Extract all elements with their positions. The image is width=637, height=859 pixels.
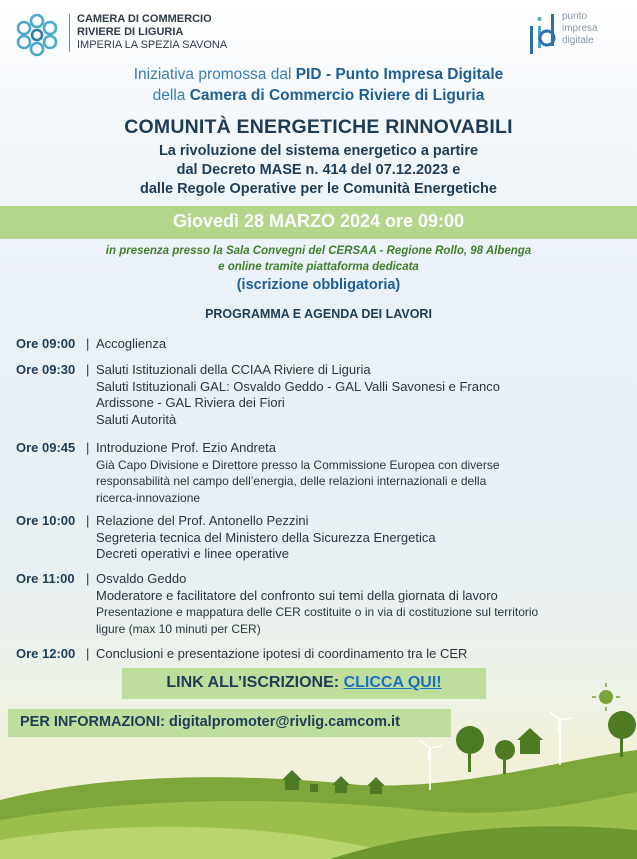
pid-wordmark bbox=[562, 11, 598, 47]
intro-highlight: Camera di Commercio Riviere di Liguria bbox=[189, 87, 485, 104]
agenda-separator: | bbox=[86, 513, 90, 528]
program-title: PROGRAMMA E AGENDA DEI LAVORI bbox=[205, 307, 432, 321]
registration-link-label: LINK ALL’ISCRIZIONE: bbox=[166, 674, 344, 691]
intro-text: della bbox=[152, 87, 190, 104]
agenda-time: Ore 09:30 bbox=[16, 362, 76, 377]
agenda-separator: | bbox=[86, 362, 90, 377]
agenda-text: Osvaldo Geddo bbox=[96, 571, 187, 586]
chamber-provinces: IMPERIA LA SPEZIA SAVONA bbox=[77, 39, 228, 51]
page-title: COMUNITÀ ENERGETICHE RINNOVABILI bbox=[124, 116, 513, 138]
register-link[interactable]: CLICCA QUI! bbox=[343, 674, 442, 691]
agenda-text: Saluti Istituzionali della CCIAA Riviere di Liguria bbox=[96, 362, 371, 377]
pid-word-1: punto bbox=[562, 11, 588, 22]
chamber-of-commerce-logo-icon bbox=[14, 12, 60, 58]
green-landscape-illustration bbox=[0, 680, 637, 859]
pid-logo-icon bbox=[527, 10, 557, 58]
venue-line: e online tramite piattaforma dedicata bbox=[218, 261, 419, 273]
pid-word-2: impresa bbox=[562, 23, 598, 34]
agenda-text: Già Capo Divisione e Direttore presso la Commissione Europea con diverse bbox=[96, 457, 500, 472]
agenda-time: Ore 09:45 bbox=[16, 440, 76, 455]
subtitle-line: dalle Regole Operative per le Comunità Energetiche bbox=[140, 181, 497, 197]
agenda-text: responsabilità nel campo dell’energia, delle relazioni internazionali e della bbox=[96, 474, 487, 488]
agenda-time: Ore 10:00 bbox=[16, 513, 76, 528]
event-date: Giovedì 28 MARZO 2024 ore 09:00 bbox=[172, 211, 465, 231]
agenda-time: Ore 11:00 bbox=[16, 571, 75, 586]
header-divider bbox=[69, 14, 70, 52]
agenda-time: Ore 09:00 bbox=[16, 336, 76, 351]
agenda-text: Moderatore e facilitatore del confronto sui temi della giornata di lavoro bbox=[96, 587, 498, 603]
contact-info: PER INFORMAZIONI: digitalpromoter@rivlig.camcom.it bbox=[20, 714, 400, 730]
agenda-text: Relazione del Prof. Antonello Pezzini bbox=[96, 513, 309, 528]
agenda-text: Saluti Autorità bbox=[96, 411, 177, 427]
agenda-text: Accoglienza bbox=[96, 336, 167, 351]
agenda-text: Presentazione e mappatura delle CER costituite o in via di costituzione sul territorio bbox=[96, 605, 539, 619]
agenda-separator: | bbox=[86, 336, 90, 351]
chamber-name-line2: RIVIERE DI LIGURIA bbox=[77, 26, 184, 38]
agenda-text: Conclusioni e presentazione ipotesi di coordinamento tra le CER bbox=[96, 646, 468, 661]
agenda-separator: | bbox=[86, 571, 90, 586]
chamber-name-line1: CAMERA DI COMMERCIO bbox=[77, 13, 212, 25]
subtitle-line: La rivoluzione del sistema energetico a partire bbox=[158, 143, 479, 159]
intro-text: Iniziativa promossa dal bbox=[133, 66, 296, 83]
agenda-text: ricerca-innovazione bbox=[96, 490, 201, 505]
intro-highlight: PID - Punto Impresa Digitale bbox=[295, 66, 504, 83]
agenda-text: Introduzione Prof. Ezio Andreta bbox=[96, 440, 276, 455]
intro-line-2 bbox=[0, 87, 637, 105]
agenda-text: Ardissone - GAL Riviera dei Fiori bbox=[96, 395, 285, 410]
agenda-text: Decreti operativi e linee operative bbox=[96, 546, 289, 561]
subtitle-line: dal Decreto MASE n. 414 del 07.12.2023 e bbox=[176, 162, 461, 178]
venue-line: in presenza presso la Sala Convegni del CERSAA - Regione Rollo, 98 Albenga bbox=[105, 245, 532, 257]
registration-link-row bbox=[122, 674, 486, 692]
agenda-separator: | bbox=[86, 440, 90, 455]
registration-note: (iscrizione obbligatoria) bbox=[236, 277, 401, 293]
agenda-text: Saluti Istituzionali GAL: Osvaldo Geddo - GAL Valli Savonesi e Franco bbox=[96, 378, 500, 394]
agenda-text: Segreteria tecnica del Ministero della Sicurezza Energetica bbox=[96, 529, 436, 545]
chamber-name bbox=[77, 13, 227, 52]
pid-word-3: digitale bbox=[562, 35, 594, 46]
intro-line-1 bbox=[0, 66, 637, 84]
agenda-separator: | bbox=[86, 646, 90, 661]
agenda-time: Ore 12:00 bbox=[16, 646, 76, 661]
agenda-text: ligure (max 10 minuti per CER) bbox=[96, 621, 261, 636]
